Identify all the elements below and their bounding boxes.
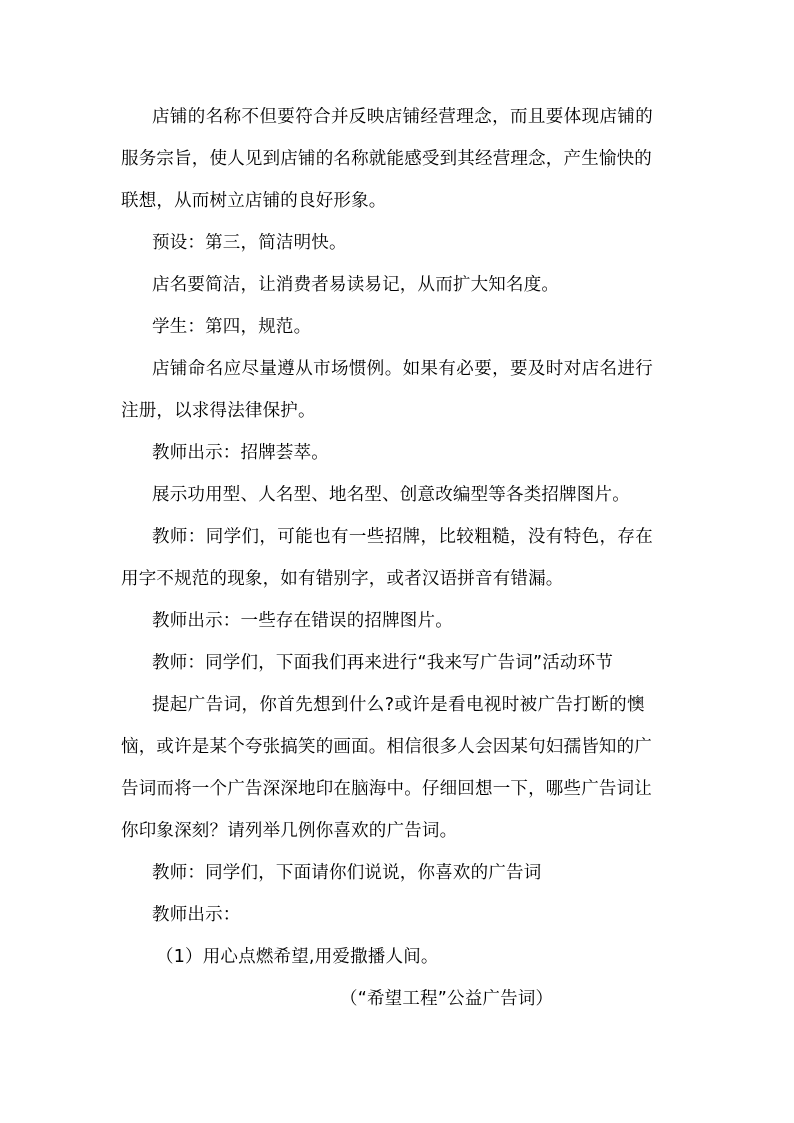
paragraph-line: 店铺的名称不但要符合并反映店铺经营理念，而且要体现店铺的: [152, 107, 654, 127]
paragraph-line: 服务宗旨，使人见到店铺的名称就能感受到其经营理念，产生愉快的: [121, 149, 652, 169]
paragraph-line: 恼，或许是某个夸张搞笑的画面。相信很多人会因某句妇孺皆知的广: [121, 737, 652, 757]
paragraph-line: 注册，以求得法律保护。: [121, 401, 316, 421]
paragraph-line: 你印象深刻？请列举几例你喜欢的广告词。: [121, 821, 458, 841]
paragraph-line: 店名要简洁，让消费者易读易记，从而扩大知名度。: [152, 275, 560, 295]
paragraph-line: 告词而将一个广告深深地印在脑海中。仔细回想一下，哪些广告词让: [121, 779, 652, 799]
paragraph-line: 店铺命名应尽量遵从市场惯例。如果有必要，要及时对店名进行: [152, 359, 654, 379]
example-source: （“希望工程”公益广告词）: [340, 989, 554, 1009]
paragraph-line: 教师：同学们，下面请你们说说，你喜欢的广告词: [152, 863, 542, 883]
paragraph-line: 学生：第四，规范。: [152, 317, 312, 337]
paragraph-line: 预设：第三，简洁明快。: [152, 233, 347, 253]
paragraph-line: 用字不规范的现象，如有错别字，或者汉语拼音有错漏。: [121, 569, 564, 589]
paragraph-line: 展示功用型、人名型、地名型、创意改编型等各类招牌图片。: [152, 485, 630, 505]
paragraph-line: 教师出示：一些存在错误的招牌图片。: [152, 611, 453, 631]
example-line: （1）用心点燃希望,用爱撒播人间。: [156, 947, 439, 967]
paragraph-line: 教师出示：: [152, 905, 241, 925]
paragraph-line: 联想，从而树立店铺的良好形象。: [121, 191, 387, 211]
paragraph-line: 教师：同学们，可能也有一些招牌，比较粗糙，没有特色，存在: [152, 527, 654, 547]
paragraph-line: 教师出示：招牌荟萃。: [152, 443, 329, 463]
paragraph-line: 提起广告词，你首先想到什么?或许是看电视时被广告打断的懊: [152, 695, 645, 715]
paragraph-line: 教师：同学们，下面我们再来进行“我来写广告词”活动环节: [152, 653, 614, 673]
